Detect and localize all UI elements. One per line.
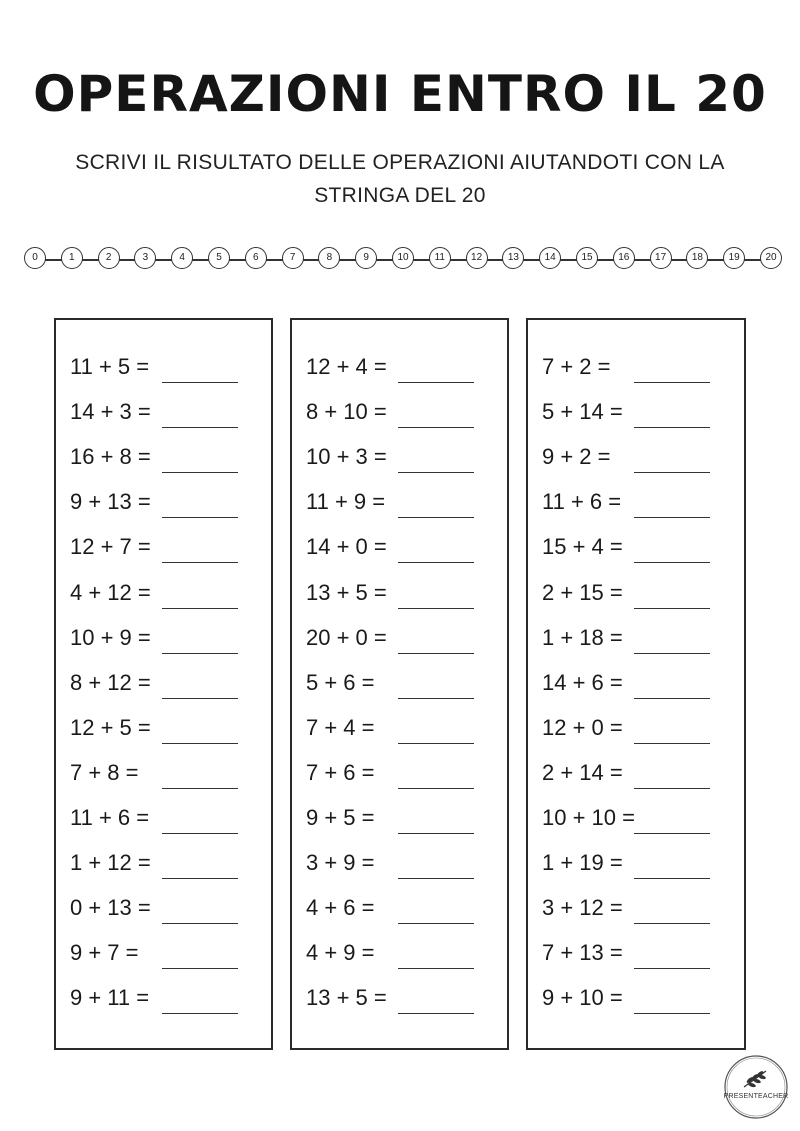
number-bead: 18 (686, 247, 708, 269)
problem-text: 7 + 13 = (542, 940, 623, 966)
answer-blank[interactable] (162, 968, 238, 969)
problem-text: 9 + 10 = (542, 985, 623, 1011)
problem-text: 1 + 18 = (542, 624, 623, 650)
answer-blank[interactable] (398, 472, 474, 473)
number-bead: 5 (208, 247, 230, 269)
answer-blank[interactable] (398, 382, 474, 383)
number-bead: 11 (429, 247, 451, 269)
number-bead: 9 (355, 247, 377, 269)
answer-blank[interactable] (162, 517, 238, 518)
problem-text: 11 + 6 = (70, 805, 150, 830)
problem-text: 10 + 3 = (306, 444, 387, 470)
answer-blank[interactable] (634, 788, 710, 789)
problem-text: 8 + 10 = (306, 399, 387, 425)
problem-text: 5 + 14 = (542, 399, 623, 425)
answer-blank[interactable] (634, 653, 710, 654)
answer-blank[interactable] (634, 517, 710, 518)
answer-blank[interactable] (634, 698, 710, 699)
answer-blank[interactable] (398, 788, 474, 789)
problem-text: 2 + 15 = (542, 579, 623, 605)
problem-text: 13 + 5 = (306, 579, 387, 605)
answer-blank[interactable] (162, 698, 238, 699)
leaf-branch-icon (722, 1053, 790, 1121)
number-bead: 20 (760, 247, 782, 269)
number-bead: 1 (61, 247, 83, 269)
problem-text: 12 + 5 = (70, 714, 151, 740)
problem-text: 12 + 0 = (542, 714, 623, 740)
problem-text: 7 + 8 = (70, 759, 139, 785)
problem-text: 5 + 6 = (306, 669, 375, 695)
answer-blank[interactable] (162, 788, 238, 789)
answer-blank[interactable] (634, 608, 710, 609)
number-bead: 14 (539, 247, 561, 269)
number-bead: 2 (98, 247, 120, 269)
answer-blank[interactable] (398, 427, 474, 428)
answer-blank[interactable] (634, 968, 710, 969)
answer-blank[interactable] (398, 608, 474, 609)
answer-blank[interactable] (398, 923, 474, 924)
problem-text: 15 + 4 = (542, 534, 623, 560)
answer-blank[interactable] (398, 562, 474, 563)
answer-blank[interactable] (162, 608, 238, 609)
number-line (0, 247, 800, 273)
problem-text: 2 + 14 = (542, 759, 623, 785)
problem-text: 7 + 6 = (306, 759, 375, 785)
logo-text: PRESENTEACHER (723, 1093, 789, 1100)
problem-text: 12 + 4 = (306, 354, 387, 379)
answer-blank[interactable] (398, 968, 474, 969)
number-bead: 0 (24, 247, 46, 269)
problem-text: 7 + 2 = (542, 354, 611, 379)
problem-column-3 (526, 318, 746, 1050)
answer-blank[interactable] (634, 382, 710, 383)
problem-text: 1 + 12 = (70, 850, 151, 876)
answer-blank[interactable] (634, 833, 710, 834)
problem-text: 10 + 9 = (70, 624, 151, 650)
instructions-line-2: STRINGA DEL 20 (314, 184, 486, 207)
problem-text: 16 + 8 = (70, 444, 151, 470)
answer-blank[interactable] (634, 427, 710, 428)
number-bead: 17 (650, 247, 672, 269)
answer-blank[interactable] (162, 562, 238, 563)
answer-blank[interactable] (398, 698, 474, 699)
answer-blank[interactable] (162, 472, 238, 473)
problem-text: 9 + 11 = (70, 985, 150, 1011)
answer-blank[interactable] (398, 517, 474, 518)
problem-column-2 (290, 318, 509, 1050)
problem-text: 1 + 19 = (542, 850, 623, 876)
instructions-line-1: SCRIVI IL RISULTATO DELLE OPERAZIONI AIUTANDOTI CON LA (75, 151, 725, 174)
answer-blank[interactable] (634, 743, 710, 744)
problem-text: 11 + 5 = (70, 354, 150, 379)
answer-blank[interactable] (398, 743, 474, 744)
page-title: OPERAZIONI ENTRO IL 20 (33, 65, 767, 123)
problem-text: 20 + 0 = (306, 624, 387, 650)
problem-text: 3 + 9 = (306, 850, 375, 876)
answer-blank[interactable] (162, 878, 238, 879)
problem-text: 9 + 7 = (70, 940, 139, 966)
answer-blank[interactable] (398, 878, 474, 879)
number-bead: 4 (171, 247, 193, 269)
problem-text: 14 + 6 = (542, 669, 623, 695)
problem-text: 12 + 7 = (70, 534, 151, 560)
problem-text: 8 + 12 = (70, 669, 151, 695)
presenteacher-logo (722, 1053, 790, 1121)
problem-text: 4 + 12 = (70, 579, 151, 605)
answer-blank[interactable] (398, 833, 474, 834)
problem-text: 14 + 3 = (70, 399, 151, 425)
answer-blank[interactable] (162, 833, 238, 834)
number-bead: 13 (502, 247, 524, 269)
problem-text: 9 + 2 = (542, 444, 611, 470)
instructions (40, 146, 760, 212)
number-bead: 7 (282, 247, 304, 269)
answer-blank[interactable] (634, 562, 710, 563)
answer-blank[interactable] (634, 1013, 710, 1014)
problem-text: 4 + 9 = (306, 940, 375, 966)
answer-blank[interactable] (634, 878, 710, 879)
problem-text: 11 + 6 = (542, 489, 622, 515)
number-bead: 15 (576, 247, 598, 269)
answer-blank[interactable] (398, 653, 474, 654)
number-bead: 3 (134, 247, 156, 269)
problem-column-1 (54, 318, 273, 1050)
problem-text: 0 + 13 = (70, 895, 151, 921)
problem-text: 10 + 10 = (542, 805, 635, 830)
number-bead: 16 (613, 247, 635, 269)
answer-blank[interactable] (162, 427, 238, 428)
problem-text: 7 + 4 = (306, 714, 375, 740)
number-bead: 8 (318, 247, 340, 269)
problem-text: 13 + 5 = (306, 985, 387, 1011)
answer-blank[interactable] (162, 382, 238, 383)
number-bead: 6 (245, 247, 267, 269)
answer-blank[interactable] (162, 923, 238, 924)
answer-blank[interactable] (162, 653, 238, 654)
problem-text: 9 + 13 = (70, 489, 151, 515)
answer-blank[interactable] (634, 923, 710, 924)
number-bead: 10 (392, 247, 414, 269)
answer-blank[interactable] (162, 1013, 238, 1014)
problem-text: 3 + 12 = (542, 895, 623, 921)
answer-blank[interactable] (634, 472, 710, 473)
problem-text: 4 + 6 = (306, 895, 375, 921)
answer-blank[interactable] (398, 1013, 474, 1014)
problem-text: 14 + 0 = (306, 534, 387, 560)
number-bead: 19 (723, 247, 745, 269)
problem-text: 11 + 9 = (306, 489, 386, 515)
problem-text: 9 + 5 = (306, 805, 375, 830)
answer-blank[interactable] (162, 743, 238, 744)
number-bead: 12 (466, 247, 488, 269)
